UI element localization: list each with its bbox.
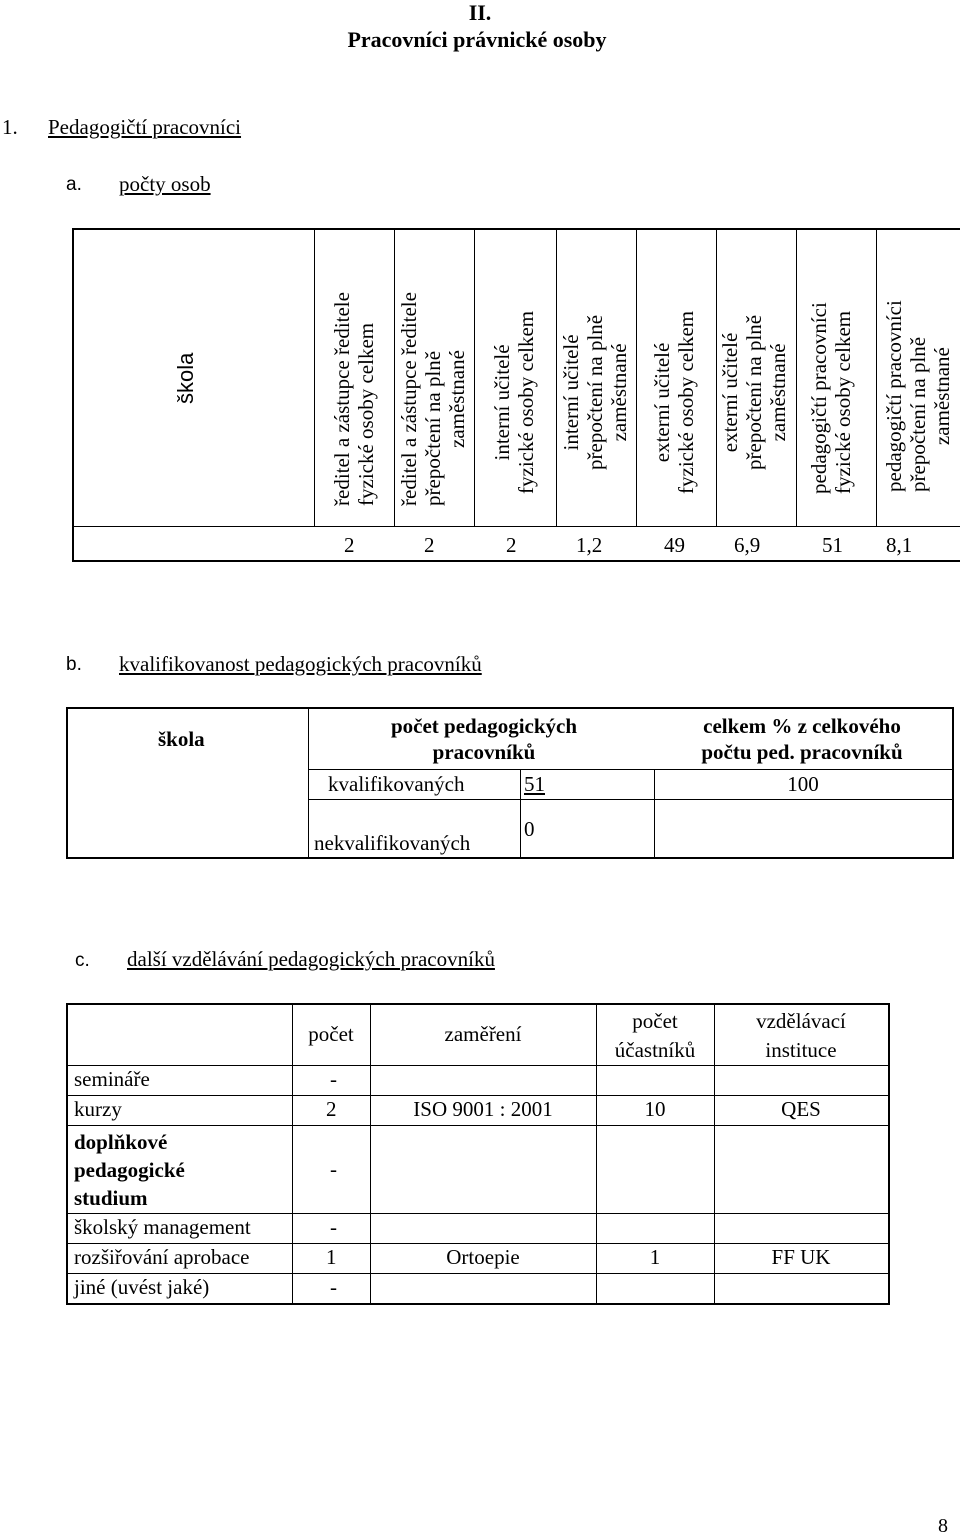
col-header-internal-persons: interní učitelé fyzické osoby celkem (490, 310, 538, 494)
training-row-courses-focus: ISO 9001 : 2001 (413, 1097, 553, 1121)
training-row-seminars-label: semináře (74, 1067, 150, 1091)
part-b-title: kvalifikovanost pedagogických pracovníků (119, 652, 482, 676)
part-a-title: počty osob (119, 172, 211, 196)
training-institution-header: vzdělávací instituce (756, 1009, 846, 1062)
col-header-external-persons: externí učitelé fyzické osoby celkem (650, 310, 698, 494)
training-count-header: počet (308, 1022, 354, 1046)
value-external-persons: 49 (664, 533, 685, 557)
page-number: 8 (938, 1515, 948, 1537)
value-director-persons: 2 (344, 533, 355, 557)
training-row-supplementary-label: doplňkové pedagogické studium (74, 1130, 185, 1210)
col-header-director-persons: ředitel a zástupce ředitele fyzické osoby celkem (330, 292, 378, 506)
part-b-letter: b. (66, 654, 82, 675)
value-staff-persons: 51 (822, 533, 843, 557)
value-internal-fte: 1,2 (576, 533, 603, 557)
training-row-courses-participants: 10 (644, 1097, 666, 1121)
qualified-percent: 100 (787, 772, 819, 796)
value-staff-fte: 8,1 (886, 533, 913, 557)
training-row-courses-count: 2 (326, 1097, 337, 1121)
qualification-school-header: škola (158, 727, 205, 751)
col-header-internal-fte: interní učitelé přepočtení na plně zaměstnané (559, 314, 631, 470)
qualified-label: kvalifikovaných (328, 772, 465, 796)
headcount-table (72, 228, 960, 562)
training-row-other-label: jiné (uvést jaké) (74, 1275, 210, 1299)
section-roman: II. (468, 0, 492, 25)
training-row-approbation-count: 1 (326, 1245, 337, 1269)
training-row-approbation-label: rozšiřování aprobace (74, 1245, 250, 1269)
training-participants-header: počet účastníků (614, 1009, 696, 1062)
training-row-seminars-count: - (330, 1067, 337, 1091)
page-title: Pracovníci právnické osoby (347, 27, 607, 52)
qualified-count: 51 (524, 772, 545, 796)
training-table (66, 1003, 890, 1305)
col-header-staff-fte: pedagogičtí pracovníci přepočtení na plně zaměstnané (882, 300, 954, 492)
part-c-title: další vzdělávání pedagogických pracovníků (127, 947, 495, 971)
training-focus-header: zaměření (444, 1022, 522, 1046)
part-c-letter: c. (75, 950, 90, 971)
unqualified-count: 0 (524, 817, 535, 841)
section1-number: 1. (2, 115, 18, 139)
qualification-table (66, 707, 954, 859)
training-row-courses-institution: QES (781, 1097, 821, 1121)
value-external-fte: 6,9 (734, 533, 761, 557)
training-row-supplementary-count: - (330, 1157, 337, 1181)
section1-title: Pedagogičtí pracovníci (48, 115, 242, 139)
col-header-external-fte: externí učitelé přepočtení na plně zaměstnané (718, 314, 790, 470)
unqualified-label: nekvalifikovaných (314, 831, 471, 855)
training-row-approbation-institution: FF UK (771, 1245, 831, 1269)
col-header-director-fte: ředitel a zástupce ředitele přepočtení na plně zaměstnané (397, 292, 469, 506)
qualification-count-header: počet pedagogických pracovníků (390, 714, 578, 764)
value-internal-persons: 2 (506, 533, 517, 557)
training-row-approbation-participants: 1 (649, 1245, 661, 1269)
training-row-other-count: - (330, 1275, 337, 1299)
value-director-fte: 2 (424, 533, 435, 557)
qualification-percent-header: celkem % z celkového počtu ped. pracovníků (701, 714, 903, 764)
training-row-management-label: školský management (74, 1215, 251, 1239)
training-row-courses-label: kurzy (74, 1097, 122, 1121)
school-column-header: škola (173, 352, 198, 404)
training-row-management-count: - (330, 1215, 337, 1239)
part-a-letter: a. (66, 174, 82, 195)
training-row-approbation-focus: Ortoepie (446, 1245, 520, 1269)
col-header-staff-persons: pedagogičtí pracovníci fyzické osoby celkem (807, 302, 855, 494)
